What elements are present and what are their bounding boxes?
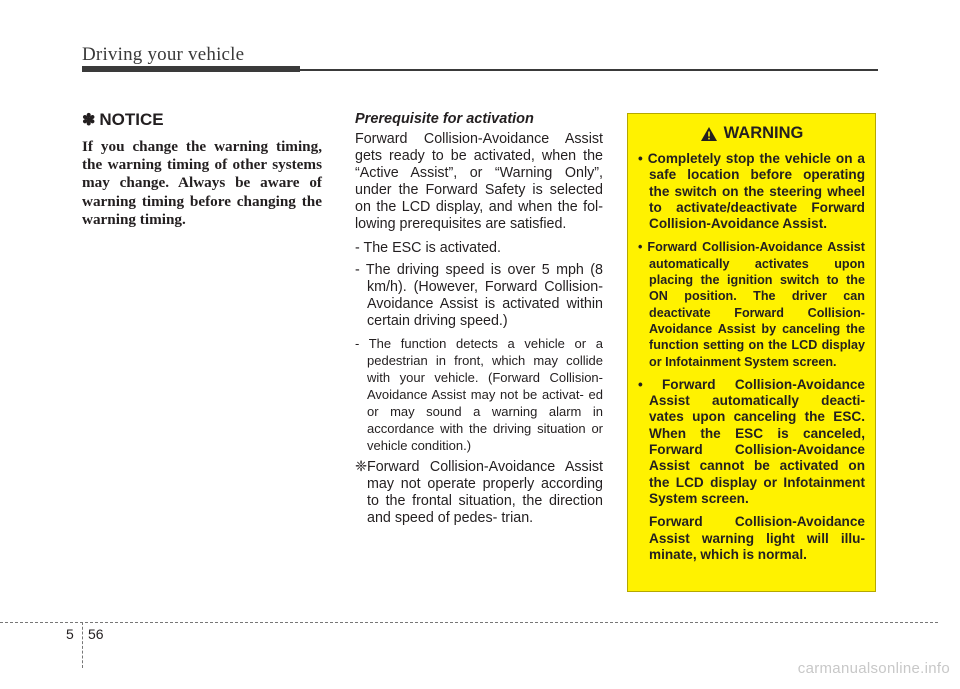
notice-heading-text: NOTICE [99, 110, 164, 129]
warning-item: • Completely stop the vehicle on a safe location before operating the switch on the steering wheel to activate/deactivate Forward Collision-Avoidance Assist. [638, 151, 865, 232]
prerequisite-item: - The driving speed is over 5 mph (8 km/h). (However, Forward Collision- Avoidance Assist is activated within certain driving speed.) [355, 261, 603, 329]
prerequisite-list [355, 240, 603, 454]
footer-rule [0, 622, 938, 623]
prerequisite-item: - The function detects a vehicle or a pedestrian in front, which may collide with your vehicle. (Forward Collision- Avoidance Assist may not be activat- ed or may sound a warning alarm in accordance with the driving situation or vehicle condition.) [355, 336, 603, 454]
section-number: 5 [66, 626, 74, 642]
warning-list [638, 151, 865, 507]
notice-block [82, 110, 322, 229]
running-header: Driving your vehicle [82, 44, 245, 65]
warning-box [627, 113, 876, 592]
prerequisite-section [355, 111, 603, 527]
warning-item: • Forward Collision-Avoidance Assist automatically activates upon placing the ignition switch to the ON position. The driver can deactivate Forward Collision-Avoidance Assist by canceling the function setting on the LCD display or Infotainment System screen. [638, 240, 865, 369]
warning-heading [638, 124, 865, 143]
warning-extra: Forward Collision-Avoidance Assist warning light will illu- minate, which is normal. [649, 514, 865, 562]
prerequisite-intro: Forward Collision-Avoidance Assist gets ready to be activated, when the “Active Assist”, or “Warning Only”, under the Forward Safety is selected on the LCD display, and when the fol- lowing prerequisites are satisfied. [355, 131, 603, 233]
notice-body: If you change the warning timing, the warning timing of other systems may change. Always be aware of warning timing before changing the warning timing. [82, 138, 322, 228]
notice-star-icon: ✽ [82, 112, 96, 129]
prerequisite-heading: Prerequisite for activation [355, 111, 534, 127]
header-rule-thick [82, 66, 300, 72]
warning-item: • Forward Collision-Avoidance Assist automatically deacti- vates upon canceling the ESC. When the ESC is canceled, Forward Collision-Avoidance Assist cannot be activated on the LCD display or Infotainment System screen. [638, 376, 865, 506]
notice-heading [82, 110, 322, 130]
header-rule-thin [300, 69, 878, 71]
prerequisite-item: - The ESC is activated. [355, 239, 501, 256]
warning-heading-text: WARNING [723, 124, 804, 142]
page-number: 56 [88, 626, 104, 642]
warning-triangle-icon [700, 126, 718, 142]
watermark: carmanualsonline.info [797, 660, 950, 677]
prerequisite-note: ❈Forward Collision-Avoidance Assist may not operate properly according to the frontal situation, the direction and speed of pedes- trian. [355, 459, 603, 527]
footer-divider [82, 622, 83, 668]
